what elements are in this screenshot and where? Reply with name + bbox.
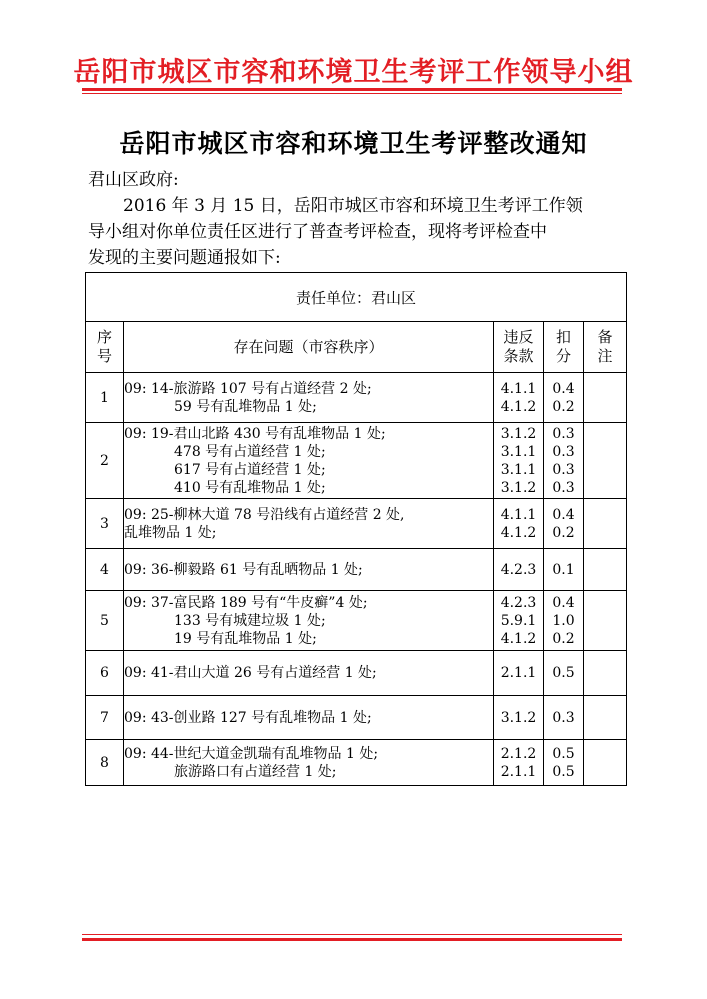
- bottom-red-rule-thin: [82, 934, 622, 935]
- table-row: [86, 696, 627, 740]
- row-problem: 09: 25-柳林大道 78 号沿线有占道经营 2 处, 乱堆物品 1 处;: [124, 499, 494, 549]
- row-problem: 09: 37-富民路 189 号有“牛皮癣”4 处; 133 号有城建垃圾 1 处; 19 号有乱堆物品 1 处;: [124, 591, 494, 651]
- row-seq: 7: [86, 696, 124, 740]
- row-clause: 3.1.2: [494, 696, 544, 740]
- row-clause: 3.1.2 3.1.1 3.1.1 3.1.2: [494, 423, 544, 499]
- row-deduct: 0.3: [544, 696, 584, 740]
- row-seq: 5: [86, 591, 124, 651]
- org-title: 岳阳市城区市容和环境卫生考评工作领导小组: [73, 57, 634, 88]
- row-deduct: 0.4 1.0 0.2: [544, 591, 584, 651]
- row-remark: [584, 549, 627, 591]
- table-row: [86, 591, 627, 651]
- row-remark: [584, 696, 627, 740]
- body-line-3: 发现的主要问题通报如下:: [88, 248, 281, 268]
- row-seq: 4: [86, 549, 124, 591]
- table-row: [86, 373, 627, 423]
- issues-table: [85, 272, 627, 786]
- header-deduct: 扣 分: [544, 322, 584, 373]
- row-clause: 2.1.1: [494, 651, 544, 696]
- row-clause: 4.1.1 4.1.2: [494, 373, 544, 423]
- row-remark: [584, 423, 627, 499]
- row-clause: 4.2.3 5.9.1 4.1.2: [494, 591, 544, 651]
- salutation: 君山区政府:: [88, 170, 179, 190]
- row-seq: 1: [86, 373, 124, 423]
- table-row: [86, 423, 627, 499]
- row-deduct: 0.4 0.2: [544, 373, 584, 423]
- row-clause: 4.2.3: [494, 549, 544, 591]
- header-seq: 序 号: [86, 322, 124, 373]
- table-row: [86, 549, 627, 591]
- responsible-unit: 责任单位：君山区: [86, 273, 627, 322]
- row-seq: 3: [86, 499, 124, 549]
- body-line-1: 2016 年 3 月 15 日，岳阳市城区市容和环境卫生考评工作领: [123, 196, 583, 216]
- row-clause: 4.1.1 4.1.2: [494, 499, 544, 549]
- header-remark: 备 注: [584, 322, 627, 373]
- header-clause: 违反 条款: [494, 322, 544, 373]
- row-remark: [584, 740, 627, 786]
- body-line-2: 导小组对你单位责任区进行了普查考评检查，现将考评检查中: [88, 222, 547, 242]
- row-deduct: 0.5 0.5: [544, 740, 584, 786]
- issues-table-body: [86, 273, 627, 786]
- header-row: [86, 322, 627, 373]
- row-problem: 09: 44-世纪大道金凯瑞有乱堆物品 1 处; 旅游路口有占道经营 1 处;: [124, 740, 494, 786]
- table-row: [86, 740, 627, 786]
- row-problem: 09: 14-旅游路 107 号有占道经营 2 处; 59 号有乱堆物品 1 处;: [124, 373, 494, 423]
- row-remark: [584, 591, 627, 651]
- notice-title: 岳阳市城区市容和环境卫生考评整改通知: [119, 129, 588, 158]
- top-red-rule-thin: [82, 93, 622, 94]
- row-problem: 09: 41-君山大道 26 号有占道经营 1 处;: [124, 651, 494, 696]
- row-seq: 6: [86, 651, 124, 696]
- row-problem: 09: 43-创业路 127 号有乱堆物品 1 处;: [124, 696, 494, 740]
- notice-body: [88, 193, 628, 271]
- bottom-red-rule-thick: [82, 938, 622, 941]
- row-remark: [584, 499, 627, 549]
- row-problem: 09: 19-君山北路 430 号有乱堆物品 1 处; 478 号有占道经营 1 处; 617 号有占道经营 1 处; 410 号有乱堆物品 1 处;: [124, 423, 494, 499]
- row-deduct: 0.1: [544, 549, 584, 591]
- row-remark: [584, 373, 627, 423]
- row-clause: 2.1.2 2.1.1: [494, 740, 544, 786]
- row-seq: 8: [86, 740, 124, 786]
- row-problem: 09: 36-柳毅路 61 号有乱晒物品 1 处;: [124, 549, 494, 591]
- table-row: [86, 651, 627, 696]
- row-deduct: 0.3 0.3 0.3 0.3: [544, 423, 584, 499]
- row-deduct: 0.4 0.2: [544, 499, 584, 549]
- header-problem: 存在问题（市容秩序）: [124, 322, 494, 373]
- table-row: [86, 499, 627, 549]
- row-remark: [584, 651, 627, 696]
- row-seq: 2: [86, 423, 124, 499]
- unit-row: [86, 273, 627, 322]
- top-red-rule-thick: [82, 88, 622, 91]
- row-deduct: 0.5: [544, 651, 584, 696]
